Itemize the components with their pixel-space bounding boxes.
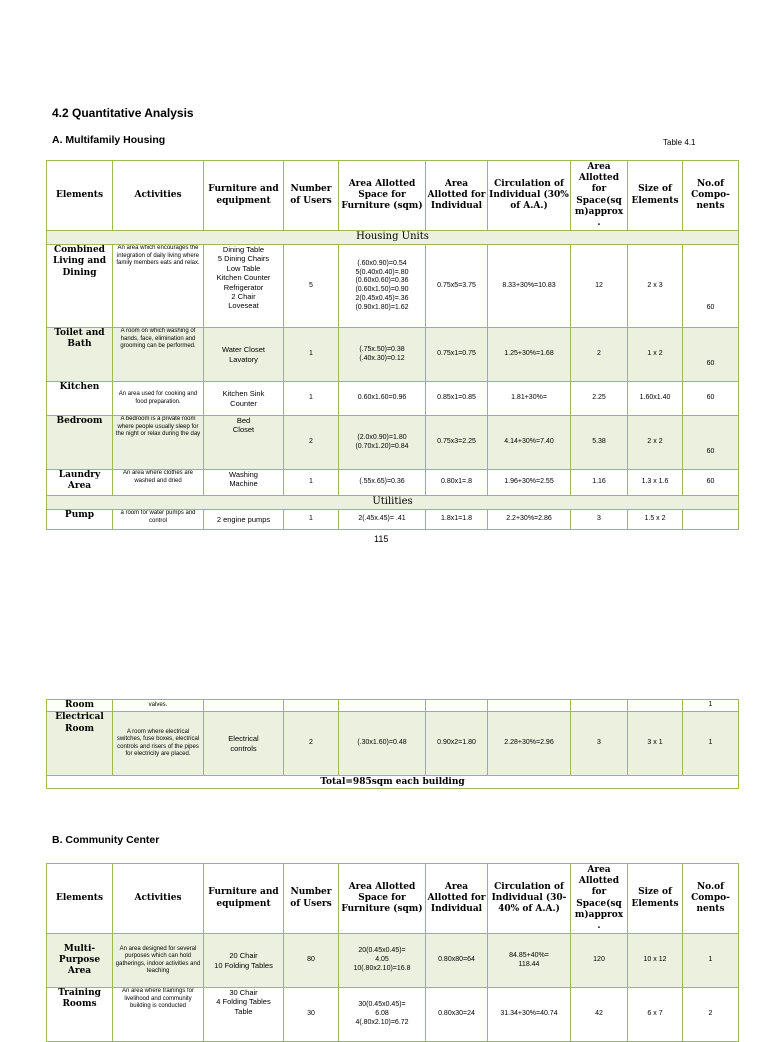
furniture-cell: Electrical controls: [204, 712, 284, 776]
activity-cell: a room for water pumps and control: [113, 510, 204, 530]
header-cell: Circulation of Individual (30% of A.A.): [488, 161, 571, 231]
furniture-cell: Water Closet Lavatory: [204, 328, 284, 382]
area-individual-cell: 0.75x1=0.75: [426, 328, 488, 382]
table-row: [47, 245, 739, 328]
header-cell: Size of Elements: [628, 864, 683, 934]
header-row: [47, 864, 739, 934]
area-space-cell: 12: [571, 245, 628, 328]
circulation-cell: 2.2+30%=2.86: [488, 510, 571, 530]
header-row: [47, 161, 739, 231]
size-cell: [628, 700, 683, 712]
element-cell: Toilet and Bath: [47, 328, 113, 382]
size-cell: 6 x 7: [628, 988, 683, 1042]
area-individual-cell: 0.85x1=0.85: [426, 382, 488, 416]
area-individual-cell: 0.90x2=1.80: [426, 712, 488, 776]
header-cell: Area Allotted Space for Furniture (sqm): [339, 864, 426, 934]
circulation-cell: 8.33+30%=10.83: [488, 245, 571, 328]
components-cell: 60: [683, 245, 739, 328]
element-cell: Electrical Room: [47, 712, 113, 776]
area-furniture-cell: (.75x.50)=0.38 (.40x.30)=0.12: [339, 328, 426, 382]
header-cell: Number of Users: [284, 864, 339, 934]
furniture-cell: 2 engine pumps: [204, 510, 284, 530]
furniture-cell: 30 Chair 4 Folding Tables Table: [204, 988, 284, 1042]
header-cell: Area Allotted for Individual: [426, 864, 488, 934]
components-cell: 60: [683, 328, 739, 382]
header-cell: Area Allotted for Space(sq m)approx .: [571, 864, 628, 934]
area-individual-cell: [426, 700, 488, 712]
users-cell: 30: [284, 988, 339, 1042]
activity-cell: An area where clothes are washed and dried: [113, 470, 204, 496]
area-furniture-cell: (.55x.65)=0.36: [339, 470, 426, 496]
users-cell: 80: [284, 934, 339, 988]
page-number: 115: [374, 534, 389, 544]
table-row: [47, 382, 739, 416]
furniture-cell: 20 Chair 10 Folding Tables: [204, 934, 284, 988]
size-cell: 1 x 2: [628, 328, 683, 382]
area-furniture-cell: 2(.45x.45)= .41: [339, 510, 426, 530]
area-space-cell: 3: [571, 510, 628, 530]
table-row: [47, 510, 739, 530]
area-individual-cell: 1.8x1=1.8: [426, 510, 488, 530]
components-cell: 60: [683, 416, 739, 470]
header-cell: Area Allotted for Space(sq m)approx .: [571, 161, 628, 231]
table-row: [47, 470, 739, 496]
activity-cell: An area designed for several purposes which can hold gatherings, indoor activities and teaching: [113, 934, 204, 988]
circulation-cell: [488, 700, 571, 712]
activity-cell: An area where trainings for livelihood and community building is conducted: [113, 988, 204, 1042]
utilities-label: Utilities: [47, 496, 739, 510]
total-cell: Total=985sqm each building: [47, 776, 739, 789]
area-individual-cell: 0.80x1=.8: [426, 470, 488, 496]
activity-cell: A bedroom is a private room where people usually sleep for the night or relax during the day: [113, 416, 204, 470]
element-cell: Training Rooms: [47, 988, 113, 1042]
users-cell: 1: [284, 470, 339, 496]
table-row: [47, 416, 739, 470]
area-individual-cell: 0.80x80=64: [426, 934, 488, 988]
table-row: [47, 700, 739, 712]
size-cell: 1.60x1.40: [628, 382, 683, 416]
area-space-cell: 120: [571, 934, 628, 988]
header-cell: Area Allotted Space for Furniture (sqm): [339, 161, 426, 231]
table-row: [47, 988, 739, 1042]
components-cell: 2: [683, 988, 739, 1042]
size-cell: 2 x 2: [628, 416, 683, 470]
element-cell: Bedroom: [47, 416, 113, 470]
circulation-cell: 4.14+30%=7.40: [488, 416, 571, 470]
area-furniture-cell: (.30x1.60)=0.48: [339, 712, 426, 776]
subsection-a-title: A. Multifamily Housing: [52, 134, 166, 146]
element-cell: Combined Living and Dining: [47, 245, 113, 328]
furniture-cell: Dining Table 5 Dining Chairs Low Table Kitchen Counter Refrigerator 2 Chair Loveseat: [204, 245, 284, 328]
section-title: 4.2 Quantitative Analysis: [52, 106, 194, 120]
size-cell: 2 x 3: [628, 245, 683, 328]
area-space-cell: 2.25: [571, 382, 628, 416]
area-furniture-cell: 0.60x1.60=0.96: [339, 382, 426, 416]
total-row: [47, 776, 739, 789]
furniture-cell: [204, 700, 284, 712]
components-cell: [683, 510, 739, 530]
housing-table: [46, 160, 739, 530]
table-label: Table 4.1: [663, 138, 696, 147]
area-space-cell: 2: [571, 328, 628, 382]
area-space-cell: 42: [571, 988, 628, 1042]
activity-cell: A room on which washing of hands, face, elimination and grooming can be performed.: [113, 328, 204, 382]
section-row: [47, 496, 739, 510]
users-cell: [284, 700, 339, 712]
element-cell: Kitchen: [47, 382, 113, 416]
area-space-cell: 3: [571, 712, 628, 776]
housing-table-continued: [46, 699, 739, 789]
components-cell: 60: [683, 382, 739, 416]
area-individual-cell: 0.75x3=2.25: [426, 416, 488, 470]
element-cell: Room: [47, 700, 113, 712]
circulation-cell: 31.34+30%=40.74: [488, 988, 571, 1042]
element-cell: Pump: [47, 510, 113, 530]
header-cell: Number of Users: [284, 161, 339, 231]
circulation-cell: 1.96+30%=2.55: [488, 470, 571, 496]
users-cell: 2: [284, 416, 339, 470]
table-row: [47, 712, 739, 776]
element-cell: Multi-Purpose Area: [47, 934, 113, 988]
table-row: [47, 328, 739, 382]
area-furniture-cell: 20(0.45x0.45)= 4.05 10(.80x2.10)=16.8: [339, 934, 426, 988]
community-center-table: [46, 863, 739, 1042]
furniture-cell: Bed Closet: [204, 416, 284, 470]
housing-units-label: Housing Units: [47, 231, 739, 245]
components-cell: 1: [683, 934, 739, 988]
users-cell: 1: [284, 328, 339, 382]
components-cell: 1: [683, 712, 739, 776]
header-cell: Furniture and equipment: [204, 864, 284, 934]
users-cell: 1: [284, 510, 339, 530]
header-cell: Elements: [47, 864, 113, 934]
area-furniture-cell: [339, 700, 426, 712]
activity-cell: An area used for cooking and food preparation.: [113, 382, 204, 416]
header-cell: No.of Compo-nents: [683, 864, 739, 934]
header-cell: Activities: [113, 161, 204, 231]
activity-cell: A room where electrical switches, fuse boxes, electrical controls and risers of the pipes for electricity are placed.: [113, 712, 204, 776]
size-cell: 1.5 x 2: [628, 510, 683, 530]
circulation-cell: 1.25+30%=1.68: [488, 328, 571, 382]
activity-cell: valves.: [113, 700, 204, 712]
circulation-cell: 2.28+30%=2.96: [488, 712, 571, 776]
header-cell: Activities: [113, 864, 204, 934]
area-individual-cell: 0.80x30=24: [426, 988, 488, 1042]
area-individual-cell: 0.75x5=3.75: [426, 245, 488, 328]
header-cell: Size of Elements: [628, 161, 683, 231]
area-space-cell: 1.16: [571, 470, 628, 496]
subsection-b-title: B. Community Center: [52, 834, 160, 846]
size-cell: 1.3 x 1.6: [628, 470, 683, 496]
size-cell: 3 x 1: [628, 712, 683, 776]
circulation-cell: 84.85+40%= 118.44: [488, 934, 571, 988]
components-cell: 1: [683, 700, 739, 712]
users-cell: 1: [284, 382, 339, 416]
activity-cell: An area which encourages the integration of daily living where family members eats and relax.: [113, 245, 204, 328]
header-cell: Circulation of Individual (30-40% of A.A.): [488, 864, 571, 934]
users-cell: 5: [284, 245, 339, 328]
area-furniture-cell: (.60x0.90)=0.54 5(0.40x0.40)=.80 (0.60x0.60)=0.36 (0.60x1.50)=0.90 2(0.45x0.45)=.36 (0.90x1.80)=1.62: [339, 245, 426, 328]
area-space-cell: 5.38: [571, 416, 628, 470]
header-cell: No.of Compo-nents: [683, 161, 739, 231]
users-cell: 2: [284, 712, 339, 776]
furniture-cell: Kitchen Sink Counter: [204, 382, 284, 416]
area-space-cell: [571, 700, 628, 712]
section-row: [47, 231, 739, 245]
header-cell: Furniture and equipment: [204, 161, 284, 231]
components-cell: 60: [683, 470, 739, 496]
header-cell: Elements: [47, 161, 113, 231]
area-furniture-cell: 30(0.45x0.45)= 6.08 4(.80x2.10)=6.72: [339, 988, 426, 1042]
circulation-cell: 1.81+30%=: [488, 382, 571, 416]
element-cell: Laundry Area: [47, 470, 113, 496]
furniture-cell: Washing Machine: [204, 470, 284, 496]
table-row: [47, 934, 739, 988]
size-cell: 10 x 12: [628, 934, 683, 988]
header-cell: Area Allotted for Individual: [426, 161, 488, 231]
area-furniture-cell: (2.0x0.90)=1.80 (0.70x1.20)=0.84: [339, 416, 426, 470]
